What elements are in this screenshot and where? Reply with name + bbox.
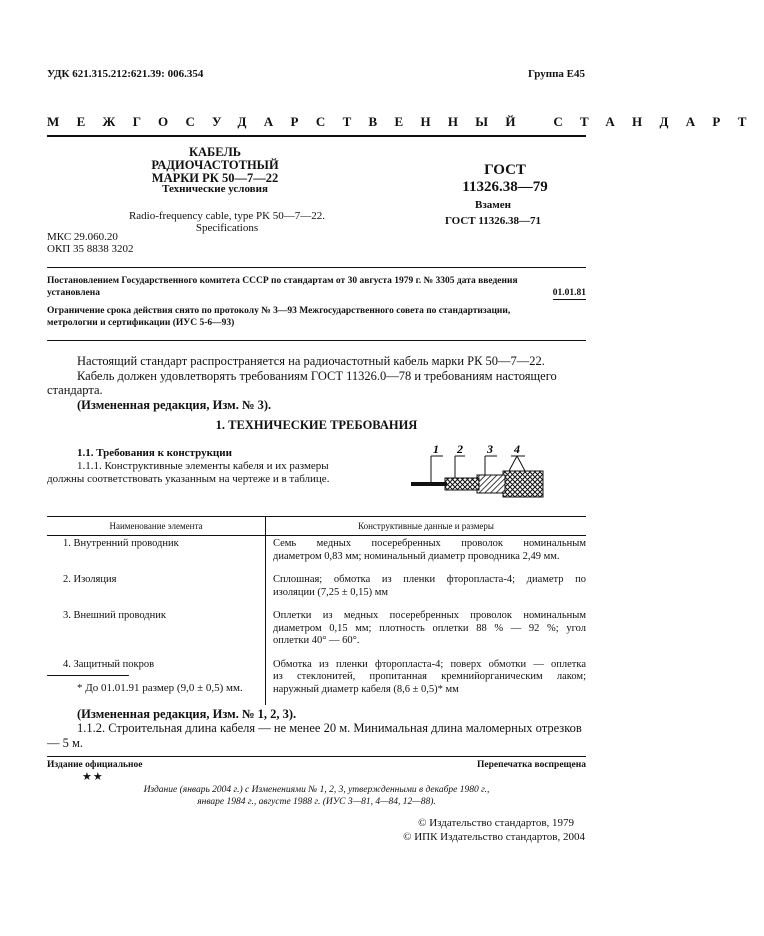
intro <box>47 354 586 412</box>
title-line-2: МАРКИ РК 50—7—22 <box>151 171 279 185</box>
table-cell-line: наружный диаметр кабеля (8,6 ± 0,5)* мм <box>273 683 459 695</box>
english-title-line-2: Specifications <box>195 222 259 234</box>
table-cell-line: Сплошная; обмотка из пленки фторопласта-4; диаметр по <box>273 574 586 585</box>
decree <box>47 275 586 299</box>
decree-line-1: Постановлением Государственного комитета СССР по стандартам от 30 августа 1979 г. № 3305 дата введения <box>47 276 518 286</box>
official-edition: Издание официальное <box>47 760 143 770</box>
table-cell-line: Оплетки из медных посеребренных проволок номинальным <box>273 610 586 621</box>
footnote-rule <box>47 675 129 676</box>
table-header-row <box>47 517 586 536</box>
replaces-number: ГОСТ 11326.38—71 <box>444 215 542 227</box>
introduction-date: 01.01.81 <box>552 288 586 298</box>
table-cell-line: Обмотка из пленки фторопласта-4; поверх обмотки — оплетка <box>273 658 586 670</box>
specification-table <box>47 516 586 705</box>
udk-code: УДК 621.315.212:621.39: 006.354 <box>47 68 204 80</box>
table-cell-data <box>266 608 587 657</box>
english-title-line-1: Radio-frequency cable, type PK 50—7—22. <box>128 210 326 222</box>
restriction-line-1: Ограничение срока действия снято по протоколу № 3—93 Межгосударственного совета по стандартизации, <box>47 306 511 316</box>
drawing-label-4: 4 <box>514 442 520 456</box>
table-cell-line: оплетки 40° — 60°. <box>273 635 360 646</box>
english-title <box>112 210 342 234</box>
gost-number: 11326.38—79 <box>462 179 548 195</box>
edition-info <box>47 784 586 808</box>
amendment-note: (Измененная редакция, Изм. № 1, 2, 3). <box>77 707 297 721</box>
table-cell-data <box>266 572 587 608</box>
table-row <box>47 608 586 657</box>
decree-line-2: установлена <box>47 288 100 298</box>
replaces-label: Взамен <box>475 199 511 211</box>
paragraph-1-1-1-line-1: 1.1.1. Конструктивные элементы кабеля и их размеры <box>77 460 329 472</box>
table-cell-line: из стеклонитей, пропитанная кремнийорганическим лаком; <box>273 671 586 682</box>
copyright-block <box>403 816 585 844</box>
table-cell-line: Семь медных посеребренных проволок номинальным <box>273 538 586 549</box>
decree-rule <box>47 340 586 341</box>
drawing-label-1: 1 <box>433 442 439 456</box>
copyright-2004: © ИПК Издательство стандартов, 2004 <box>403 831 585 843</box>
edition-info-line-1: Издание (январь 2004 г.) с Изменениями № 1, 2, 3, утвержденными в декабре 1980 г., <box>143 785 490 795</box>
edition-stars: ★★ <box>82 771 104 783</box>
subsection-heading: 1.1. Требования к конструкции <box>77 447 232 459</box>
classification-codes <box>47 231 133 255</box>
edition-info-line-2: январе 1984 г., августе 1988 г. (ИУС 3—81, 4—84, 12—88). <box>197 797 436 807</box>
intro-paragraph-1: Настоящий стандарт распространяется на радиочастотный кабель марки РК 50—7—22. <box>77 354 545 368</box>
footnote: * До 01.01.91 размер (9,0 ± 0,5) мм. <box>77 682 243 694</box>
intro-paragraph-2-line-1: Кабель должен удовлетворять требованиям ГОСТ 11326.0—78 и требованиям настоящего <box>77 368 557 383</box>
table-row <box>47 572 586 608</box>
table-cell-line: изоляции (7,25 ± 0,15) мм <box>273 586 389 598</box>
replaces-block <box>433 197 553 229</box>
table-cell-name: 4. Защитный покров <box>47 657 266 706</box>
paragraph-1-1-2 <box>47 721 586 750</box>
table-cell-line: диаметром 0,83 мм; номинальный диаметр проводника 2,49 мм. <box>273 550 560 562</box>
table-cell-name: 1. Внутренний проводник <box>47 536 266 573</box>
table-cell-line: диаметром 0,15 мм; плотность оплетки 88 % — 92 %; угол <box>273 622 586 634</box>
standard-banner: МЕЖГОСУДАРСТВЕННЫЙ СТАНДАРТ <box>47 114 764 129</box>
title-block <box>140 146 290 185</box>
table-cell-data <box>266 536 587 573</box>
leader-4a <box>509 456 517 471</box>
footer-rule <box>47 756 586 757</box>
table-cell-data <box>266 657 587 706</box>
table-cell-name: 2. Изоляция <box>47 572 266 608</box>
table-row <box>47 657 586 706</box>
drawing-label-2: 2 <box>457 442 463 456</box>
title-line-1: КАБЕЛЬ РАДИОЧАСТОТНЫЙ <box>151 145 279 172</box>
cable-outer-conductor <box>477 475 505 493</box>
section-heading: 1. ТЕХНИЧЕСКИЕ ТРЕБОВАНИЯ <box>215 418 418 432</box>
paragraph-1-1-1-line-2: должны соответствовать указанным на чертеже и в таблице. <box>47 473 330 485</box>
table-header-element: Наименование элемента <box>47 517 266 536</box>
table-header-data: Конструктивные данные и размеры <box>266 517 587 536</box>
gost-label: ГОСТ <box>484 162 526 178</box>
cable-outer-jacket <box>503 471 543 497</box>
mks-code: МКС 29.060.20 <box>47 231 118 243</box>
reprint-notice: Перепечатка воспрещена <box>476 760 586 770</box>
leader-4b <box>517 456 525 471</box>
table-cell-name: 3. Внешний проводник <box>47 608 266 657</box>
okp-code: ОКП 35 8838 3202 <box>47 243 134 255</box>
restriction-note <box>47 305 586 329</box>
intro-paragraph-2-line-2: стандарта. <box>47 383 103 397</box>
paragraph-1-1-2-line-2: — 5 м. <box>47 735 84 750</box>
cable-drawing <box>405 442 555 502</box>
paragraph-1-1-1 <box>47 460 372 486</box>
table-row <box>47 536 586 573</box>
gost-block <box>445 162 565 196</box>
intro-amendment: (Измененная редакция, Изм. № 3). <box>77 397 272 412</box>
group-code: Группа Е45 <box>527 68 585 80</box>
title-rule <box>47 267 586 268</box>
cable-inner-conductor <box>411 482 447 486</box>
paragraph-1-1-2-line-1: 1.1.2. Строительная длина кабеля — не менее 20 м. Минимальная длина маломерных отрезков <box>77 721 582 735</box>
cable-insulation <box>445 478 479 490</box>
restriction-line-2: метрологии и сертификации (ИУС 5-6—93) <box>47 318 235 328</box>
copyright-1979: © Издательство стандартов, 1979 <box>418 817 575 829</box>
subtitle: Технические условия <box>162 183 268 195</box>
banner-rule <box>47 135 586 137</box>
drawing-label-3: 3 <box>487 442 493 456</box>
